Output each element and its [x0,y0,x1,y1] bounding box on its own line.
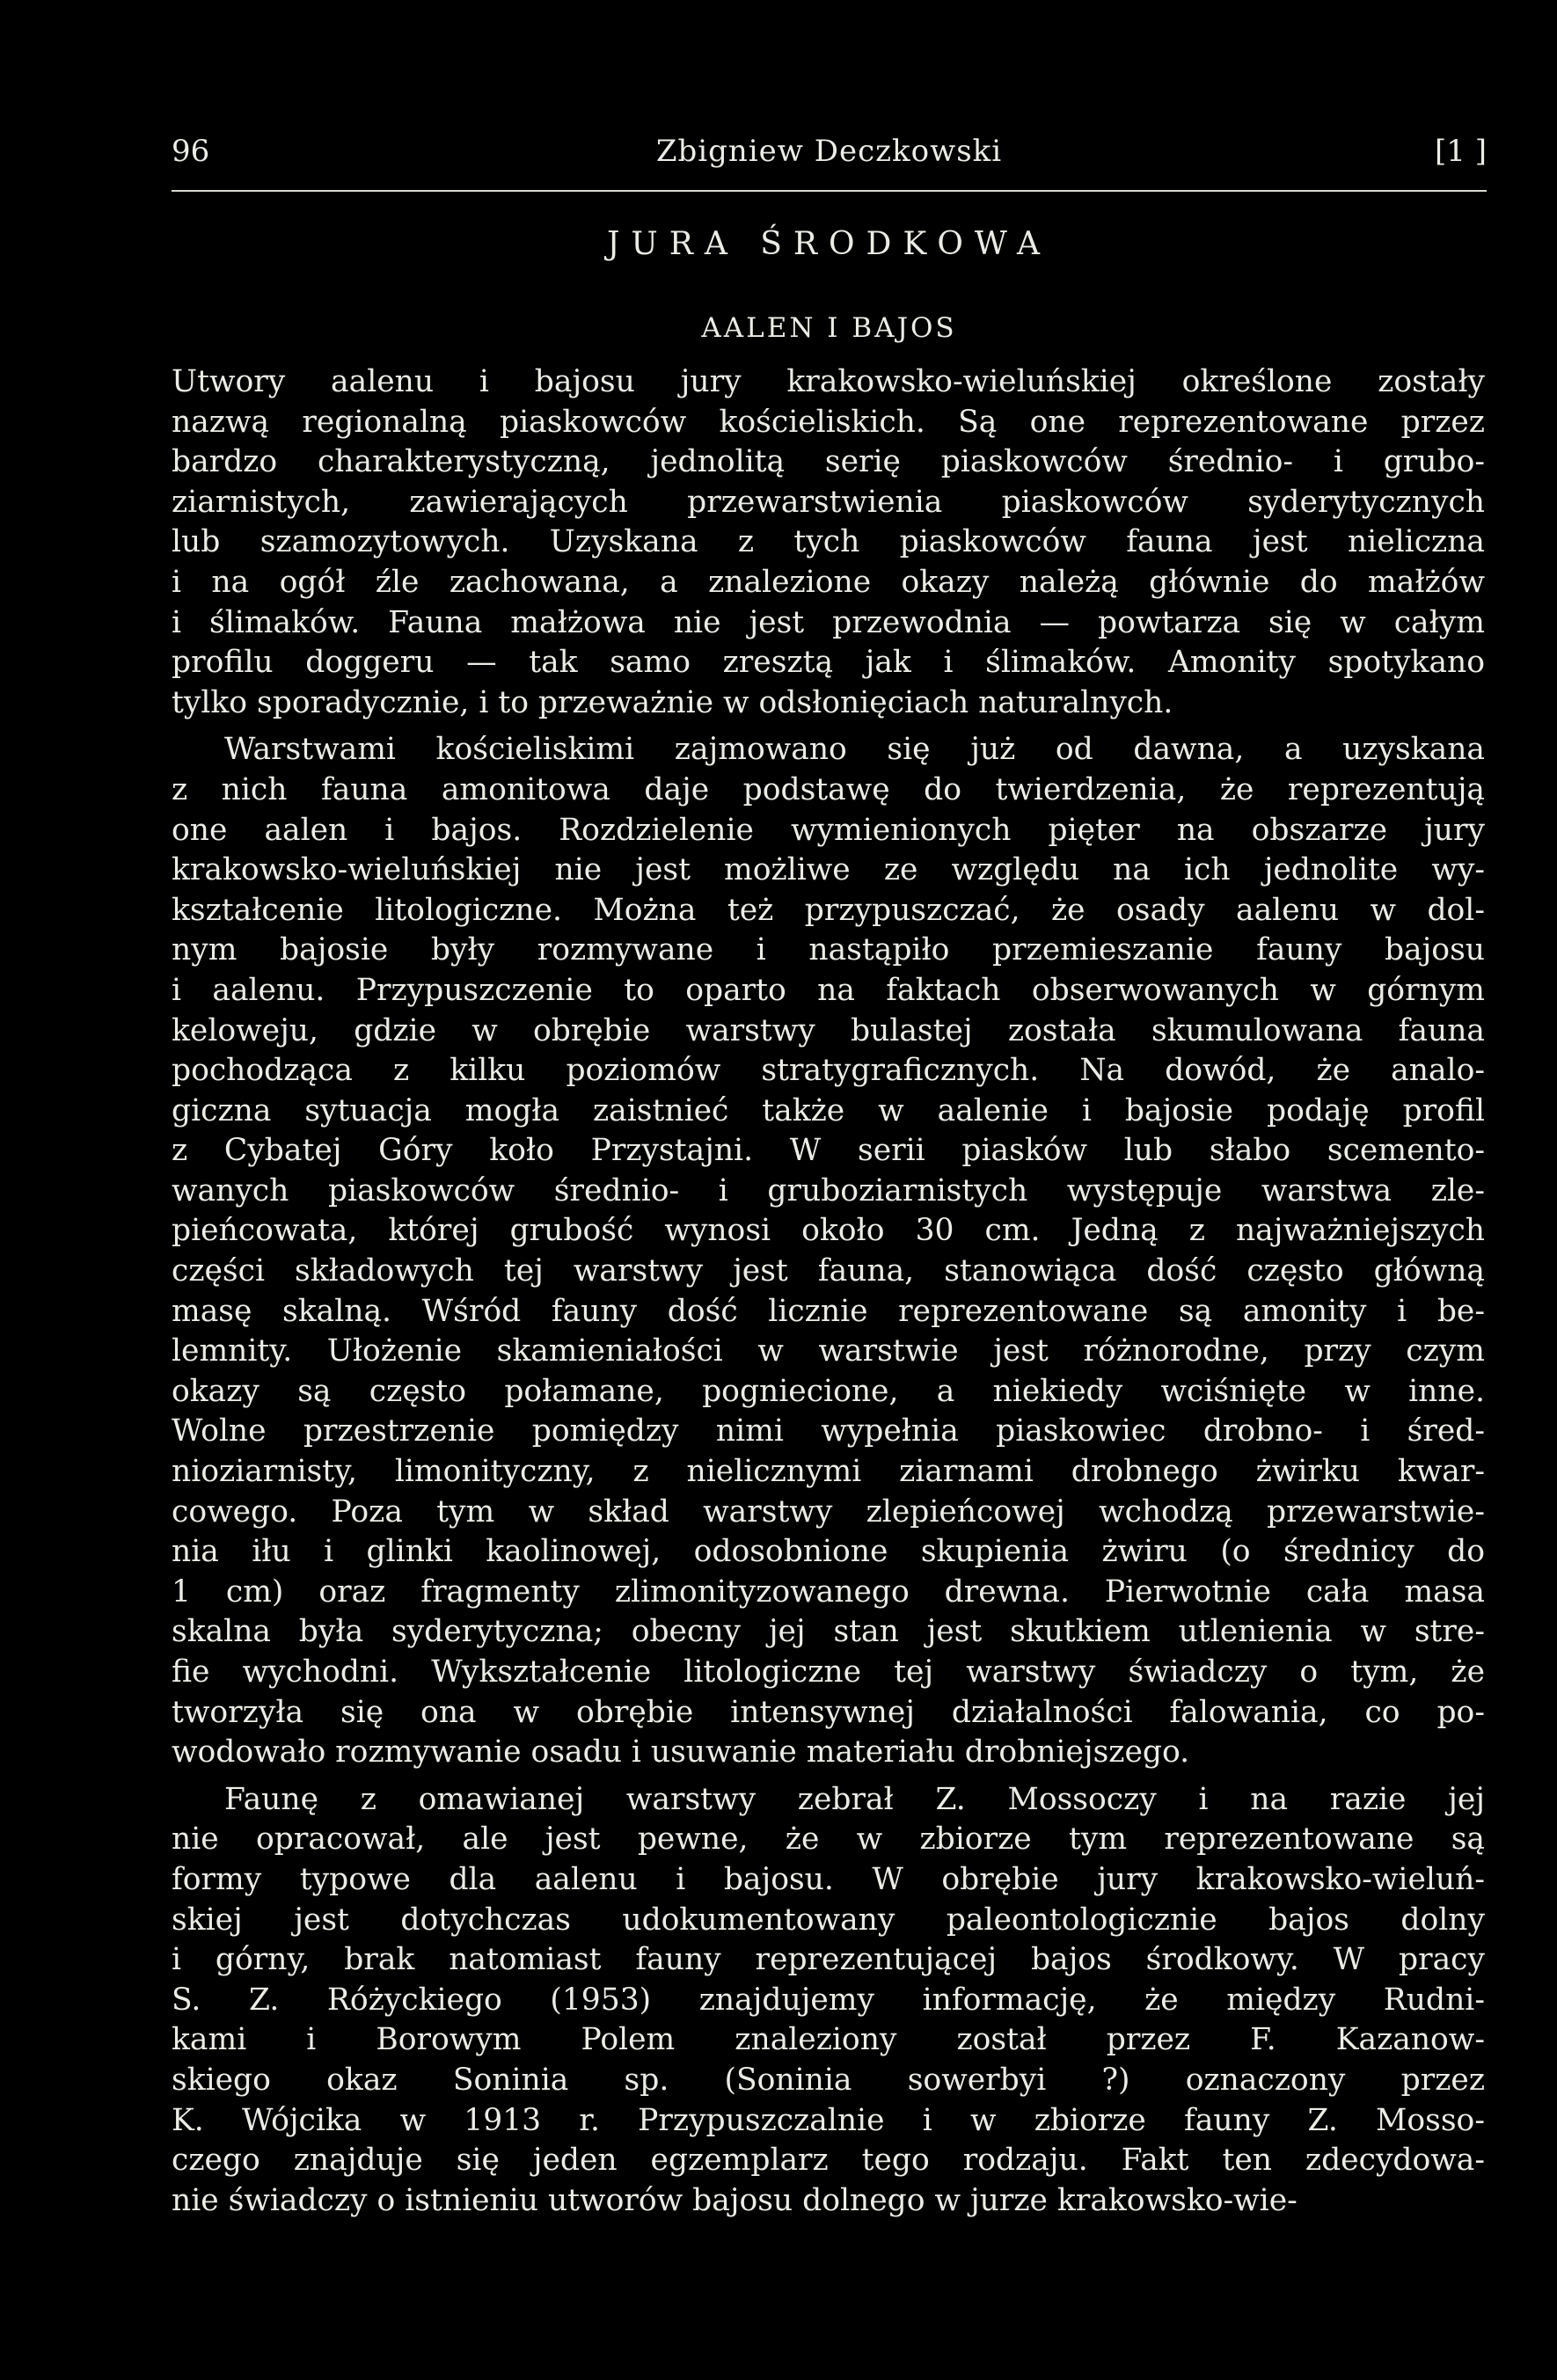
header-reference: [1 ] [1435,134,1487,169]
text-line: czego znajduje się jeden egzemplarz tego rodzaju. Fakt ten zdecydowa- [172,2143,1485,2179]
text-line: S. Z. Różyckiego (1953) znajdujemy informację, że między Rudni- [172,1982,1485,2018]
text-line: z nich fauna amonitowa daje podstawę do twierdzenia, że reprezentują [172,771,1485,807]
paragraph-gap [172,723,1485,730]
text-line: 1 cm) oraz fragmenty zlimonityzowanego drewna. Pierwotnie cała masa [172,1573,1485,1610]
page-header [172,134,1487,192]
text-line: kształcenie litologiczne. Można też przypuszczać, że osady aalenu w dol- [172,892,1485,928]
text-line: nioziarnisty, limonityczny, z nielicznymi ziarnami drobnego żwirku kwar- [172,1454,1485,1490]
text-line: wodowało rozmywanie osadu i usuwanie materiału drobniejszego. [172,1734,1190,1770]
text-line: lemnity. Ułożenie skamieniałości w warstwie jest różnorodne, przy czym [172,1333,1485,1369]
page-number: 96 [172,134,210,169]
text-line: części składowych tej warstwy jest fauna, stanowiąca dość często główną [172,1253,1485,1289]
text-line: pieńcowata, której grubość wynosi około 30 cm. Jedną z najważniejszych [172,1213,1485,1249]
text-line: profilu doggeru — tak samo zresztą jak i ślimaków. Amonity spotykano [172,645,1485,681]
text-line: tylko sporadycznie, i to przeważnie w odsłonięciach naturalnych. [172,684,1173,720]
text-line: keloweju, gdzie w obrębie warstwy bulastej została skumulowana fauna [172,1012,1485,1048]
paragraph [172,730,1485,1772]
paragraph [172,1780,1485,2222]
text-line: giczna sytuacja mogła zaistnieć także w aalenie i bajosie podaję profil [172,1092,1485,1128]
text-line: skiej jest dotychczas udokumentowany paleontologicznie bajos dolny [172,1902,1485,1938]
text-line: nym bajosie były rozmywane i nastąpiło przemieszanie fauny bajosu [172,932,1485,968]
chapter-title: JURA ŚRODKOWA [606,226,1052,262]
text-line: nie opracował, ale jest pewne, że w zbiorze tym reprezentowane są [172,1822,1485,1858]
paragraph [172,362,1485,723]
text-line: cowego. Poza tym w skład warstwy zlepieńcowej wchodzą przewarstwie- [172,1493,1485,1529]
text-line: formy typowe dla aalenu i bajosu. W obrębie jury krakowsko-wieluń- [172,1861,1485,1897]
text-line: nazwą regionalną piaskowców kościeliskich. Są one reprezentowane przez [172,404,1485,440]
running-head-author: Zbigniew Deczkowski [655,134,1003,169]
text-line: one aalen i bajos. Rozdzielenie wymienionych pięter na obszarze jury [172,812,1485,848]
text-line: K. Wójcika w 1913 r. Przypuszczalnie i w zbiorze fauny Z. Mosso- [172,2102,1485,2138]
text-line: i ślimaków. Fauna małżowa nie jest przewodnia — powtarza się w całym [172,604,1485,640]
text-line: nie świadczy o istnieniu utworów bajosu dolnego w jurze krakowsko-wie- [172,2182,1298,2218]
text-line: wanych piaskowców średnio- i gruboziarnistych występuje warstwa zle- [172,1172,1485,1208]
text-line: nia iłu i glinki kaolinowej, odosobnione skupienia żwiru (o średnicy do [172,1534,1485,1570]
text-line: bardzo charakterystyczną, jednolitą serię piaskowców średnio- i grubo- [172,444,1485,480]
text-line: z Cybatej Góry koło Przystajni. W serii piasków lub słabo scemento- [172,1133,1485,1169]
text-line: Wolne przestrzenie pomiędzy nimi wypełnia piaskowiec drobno- i śred- [172,1413,1485,1449]
text-line: i na ogół źle zachowana, a znalezione okazy należą głównie do małżów [172,564,1485,600]
text-line: fie wychodni. Wykształcenie litologiczne tej warstwy świadczy o tym, że [172,1654,1485,1690]
text-line: tworzyła się ona w obrębie intensywnej działalności falowania, co po- [172,1694,1485,1730]
text-line: okazy są często połamane, pogniecione, a niekiedy wciśnięte w inne. [172,1373,1485,1409]
paragraph-gap [172,1773,1485,1780]
text-line: skiego okaz Soninia sp. (Soninia sowerbyi ?) oznaczony przez [172,2062,1485,2098]
text-line: pochodząca z kilku poziomów stratygraficznych. Na dowód, że analo- [172,1053,1485,1089]
text-line: lub szamozytowych. Uzyskana z tych piaskowców fauna jest nieliczna [172,524,1485,560]
text-line: kami i Borowym Polem znaleziony został przez F. Kazanow- [172,2022,1485,2058]
section-title: AALEN I BAJOS [701,312,957,344]
text-line: i aalenu. Przypuszczenie to oparto na faktach obserwowanych w górnym [172,972,1485,1008]
text-line: masę skalną. Wśród fauny dość licznie reprezentowane są amonity i be- [172,1293,1485,1329]
text-line: Faunę z omawianej warstwy zebrał Z. Mossoczy i na razie jej [224,1781,1485,1817]
body-text [172,362,1485,2221]
text-line: skalna była syderytyczna; obecny jej stan jest skutkiem utlenienia w stre- [172,1614,1485,1650]
text-line: Warstwami kościeliskimi zajmowano się już od dawna, a uzyskana [224,732,1485,768]
text-line: ziarnistych, zawierających przewarstwienia piaskowców syderytycznych [172,484,1485,520]
text-line: i górny, brak natomiast fauny reprezentującej bajos środkowy. W pracy [172,1942,1485,1978]
text-line: Utwory aalenu i bajosu jury krakowsko-wieluńskiej określone zostały [172,364,1485,399]
text-line: krakowsko-wieluńskiej nie jest możliwe ze względu na ich jednolite wy- [172,852,1485,888]
